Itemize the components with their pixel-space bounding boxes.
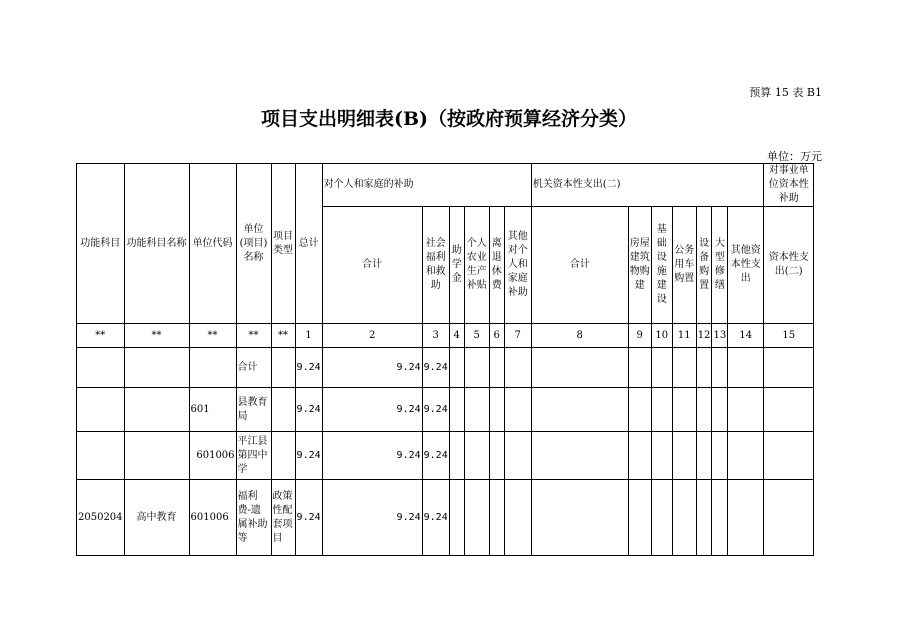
header-agri-subsidy: 个人农业生产补贴 [464, 207, 489, 324]
code-cell: ** [189, 324, 236, 348]
unit-code-cell: 601006 [189, 432, 236, 480]
code-cell: ** [236, 324, 271, 348]
func-name-cell: 高中教育 [124, 480, 189, 556]
header-total: 总计 [295, 164, 322, 324]
header-vehicle: 公务用车购置 [672, 207, 696, 324]
header-unit-name: 单位(项目)名称 [236, 164, 271, 324]
total-cell: 9.24 [295, 432, 322, 480]
code-cell: 6 [489, 324, 504, 348]
header-public-capital: 资本性支出(二) [764, 207, 814, 324]
header-building: 房屋建筑物购建 [628, 207, 651, 324]
code-cell: 10 [651, 324, 672, 348]
code-cell: 11 [672, 324, 696, 348]
header-infrastructure: 基础设施建设 [651, 207, 672, 324]
total-cell: 9.24 [295, 480, 322, 556]
project-type-cell [271, 348, 295, 388]
header-group-capital: 机关资本性支出(二) [531, 164, 763, 207]
unit-name-cell: 县教育局 [236, 388, 271, 432]
project-type-cell [271, 432, 295, 480]
code-cell: 3 [422, 324, 449, 348]
func-code-cell [77, 432, 125, 480]
header-group-personal: 对个人和家庭的补助 [322, 164, 531, 207]
personal-total-cell: 9.24 [322, 480, 422, 556]
code-cell: ** [271, 324, 295, 348]
personal-total-cell: 9.24 [322, 348, 422, 388]
unit-name-cell: 福利费-遗属补助等 [236, 480, 271, 556]
personal-total-cell: 9.24 [322, 432, 422, 480]
header-group-public: 对事业单位资本性补助 [764, 164, 814, 207]
page-title: 项目支出明细表(B)（按政府预算经济分类） [260, 108, 638, 130]
func-code-cell [77, 348, 125, 388]
func-name-cell [124, 432, 189, 480]
header-func-subject: 功能科目 [77, 164, 125, 324]
code-cell: 4 [449, 324, 464, 348]
personal-total-cell: 9.24 [322, 388, 422, 432]
header-retirement: 离退休费 [489, 207, 504, 324]
header-func-subject-name: 功能科目名称 [124, 164, 189, 324]
code-cell: ** [124, 324, 189, 348]
project-type-cell: 政策性配套项目 [271, 480, 295, 556]
code-cell: 14 [728, 324, 764, 348]
header-repair: 大型修缮 [712, 207, 728, 324]
table-row [77, 348, 814, 388]
welfare-cell: 9.24 [422, 348, 449, 388]
func-code-cell [77, 388, 125, 432]
code-cell: 1 [295, 324, 322, 348]
header-other-personal: 其他对个人和家庭补助 [504, 207, 531, 324]
func-name-cell [124, 348, 189, 388]
header-social-welfare: 社会福利和救助 [422, 207, 449, 324]
func-name-cell [124, 388, 189, 432]
header-capital-subtotal: 合计 [531, 207, 628, 324]
code-cell: 12 [696, 324, 712, 348]
code-cell: 5 [464, 324, 489, 348]
total-cell: 9.24 [295, 388, 322, 432]
unit-code-cell: 601 [189, 388, 236, 432]
code-cell: 2 [322, 324, 422, 348]
form-code: 预算 15 表 B1 [749, 86, 822, 99]
code-cell: 15 [764, 324, 814, 348]
unit-code-cell: 601006 [189, 480, 236, 556]
welfare-cell: 9.24 [422, 480, 449, 556]
welfare-cell: 9.24 [422, 388, 449, 432]
code-cell: 7 [504, 324, 531, 348]
column-code-row [77, 324, 814, 348]
header-scholarship: 助学金 [449, 207, 464, 324]
total-cell: 9.24 [295, 348, 322, 388]
expense-table [76, 163, 814, 556]
table-row [77, 432, 814, 480]
header-other-capital: 其他资本性支出 [728, 207, 764, 324]
code-cell: 8 [531, 324, 628, 348]
code-cell: 13 [712, 324, 728, 348]
code-cell: ** [77, 324, 125, 348]
welfare-cell: 9.24 [422, 432, 449, 480]
unit-code-cell [189, 348, 236, 388]
code-cell: 9 [628, 324, 651, 348]
unit-name-cell: 平江县第四中学 [236, 432, 271, 480]
header-unit-code: 单位代码 [189, 164, 236, 324]
header-personal-subtotal: 合计 [322, 207, 422, 324]
func-code-cell: 2050204 [77, 480, 125, 556]
unit-name-cell: 合计 [236, 348, 271, 388]
table-row [77, 388, 814, 432]
header-project-type: 项目类型 [271, 164, 295, 324]
header-equipment: 设备购置 [696, 207, 712, 324]
table-row [77, 480, 814, 556]
unit-label: 单位：万元 [767, 150, 822, 163]
project-type-cell [271, 388, 295, 432]
